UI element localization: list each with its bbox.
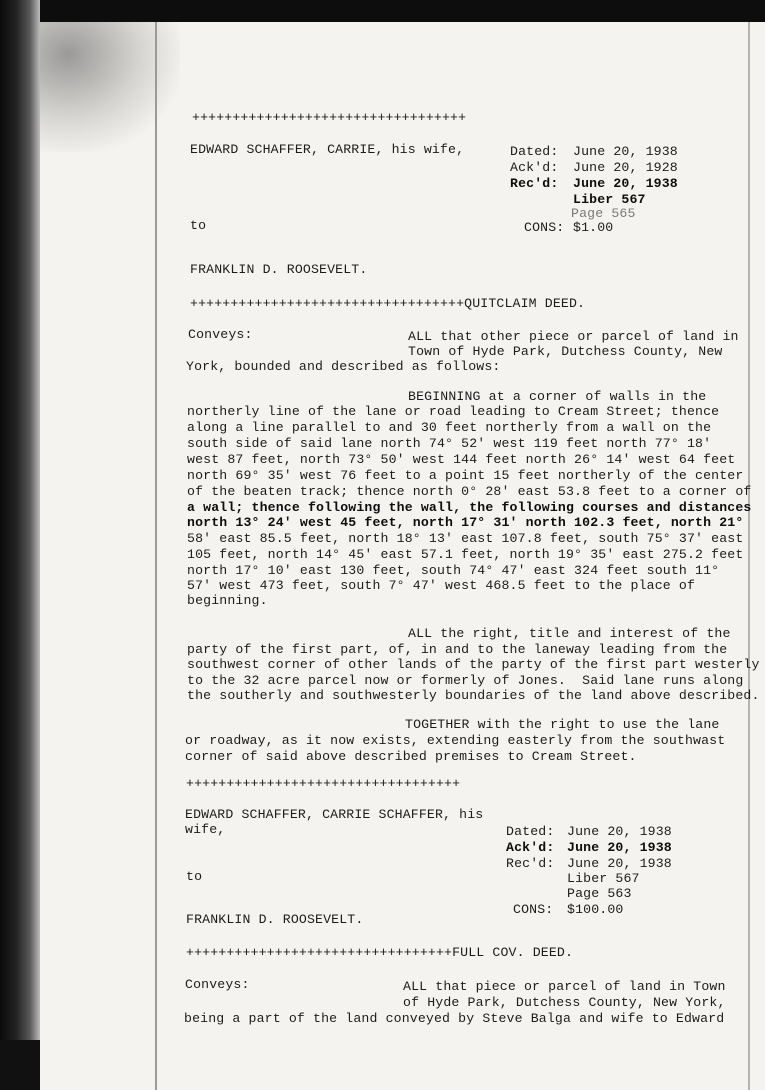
body-line: northerly line of the lane or road leading to Cream Street; thence: [187, 404, 720, 419]
body-line: Town of Hyde Park, Dutchess County, New: [408, 344, 723, 359]
body-line: ALL the right, title and interest of the: [408, 626, 731, 641]
scan-top-edge: [0, 0, 765, 22]
body-line: TOGETHER with the right to use the lane: [405, 717, 720, 732]
page-number: Page 563: [567, 886, 632, 901]
body-line: beginning.: [187, 593, 268, 608]
binding-mark: [0, 1040, 40, 1090]
page-number: Page 565: [571, 206, 636, 221]
body-line: of Hyde Park, Dutchess County, New York,: [403, 995, 726, 1010]
deed-title-line: +++++++++++++++++++++++++++++++++FULL COV. DEED.: [186, 945, 574, 960]
body-line: north 13° 24' west 45 feet, north 17° 31' north 102.3 feet, north 21°: [187, 515, 744, 530]
right-margin-rule: [748, 22, 750, 1090]
body-line: north 69° 35' west 76 feet to a point 15 feet northerly of the center: [187, 468, 744, 483]
dated-label: Dated:: [506, 824, 555, 839]
cons-value: $100.00: [567, 902, 624, 917]
grantor: EDWARD SCHAFFER, CARRIE SCHAFFER, his: [185, 807, 484, 822]
ackd-value: June 20, 1928: [573, 160, 678, 175]
ackd-value: June 20, 1938: [567, 840, 672, 855]
body-line: north 17° 10' east 130 feet, south 74° 47' east 324 feet south 11°: [187, 563, 720, 578]
recd-label: Rec'd:: [506, 856, 555, 871]
scan-left-edge: [0, 0, 40, 1090]
body-line: southwest corner of other lands of the party of the first part westerly: [187, 657, 760, 672]
ackd-label: Ack'd:: [506, 840, 555, 855]
separator-line: ++++++++++++++++++++++++++++++++++: [186, 776, 461, 791]
dated-value: June 20, 1938: [567, 824, 672, 839]
separator-line: ++++++++++++++++++++++++++++++++++: [192, 110, 467, 125]
grantor: EDWARD SCHAFFER, CARRIE, his wife,: [190, 142, 465, 157]
body-line: of the beaten track; thence north 0° 28' east 53.8 feet to a corner of: [187, 484, 752, 499]
grantee: FRANKLIN D. ROOSEVELT.: [190, 262, 368, 277]
body-line: York, bounded and described as follows:: [186, 359, 501, 374]
body-line: to the 32 acre parcel now or formerly of Jones. Said lane runs along: [187, 673, 744, 688]
body-line: 105 feet, north 14° 45' east 57.1 feet, north 19° 35' east 275.2 feet: [187, 547, 744, 562]
recd-label: Rec'd:: [510, 176, 559, 191]
conveys-label: Conveys:: [188, 327, 253, 342]
cons-label: CONS:: [524, 220, 565, 235]
body-line: west 87 feet, north 73° 50' west 144 feet north 26° 14' west 64 feet: [187, 452, 736, 467]
body-line: or roadway, as it now exists, extending easterly from the southwast: [185, 733, 726, 748]
body-line: party of the first part, of, in and to the laneway leading from the: [187, 642, 728, 657]
to-label: to: [186, 869, 203, 884]
grantor: wife,: [185, 822, 226, 837]
scan-smudge: [40, 22, 180, 152]
body-line: ALL that piece or parcel of land in Town: [403, 979, 726, 994]
body-line: a wall; thence following the wall, the following courses and distances: [187, 500, 752, 515]
ackd-label: Ack'd:: [510, 160, 559, 175]
body-line: south side of said lane north 74° 52' west 119 feet north 77° 18': [187, 436, 712, 451]
recd-value: June 20, 1938: [567, 856, 672, 871]
left-margin-rule: [155, 22, 157, 1090]
conveys-label: Conveys:: [185, 977, 250, 992]
body-line: along a line parallel to and 30 feet northerly from a wall on the: [187, 420, 712, 435]
grantee: FRANKLIN D. ROOSEVELT.: [186, 912, 364, 927]
liber-number: Liber 567: [567, 871, 640, 886]
dated-label: Dated:: [510, 144, 559, 159]
dated-value: June 20, 1938: [573, 144, 678, 159]
cons-value: $1.00: [573, 220, 614, 235]
body-line: being a part of the land conveyed by Steve Balga and wife to Edward: [184, 1011, 725, 1026]
body-line: the southerly and southwesterly boundaries of the land above described.: [187, 688, 760, 703]
body-line: 58' east 85.5 feet, north 18° 13' east 107.8 feet, south 75° 37' east: [187, 531, 744, 546]
to-label: to: [190, 218, 207, 233]
liber-number: Liber 567: [573, 192, 646, 207]
deed-title-line: ++++++++++++++++++++++++++++++++++QUITCLAIM DEED.: [190, 296, 586, 311]
body-line: 57' west 473 feet, south 7° 47' west 468.5 feet to the place of: [187, 578, 696, 593]
body-line: BEGINNING at a corner of walls in the: [408, 389, 707, 404]
cons-label: CONS:: [513, 902, 554, 917]
body-line: ALL that other piece or parcel of land in: [408, 329, 739, 344]
recd-value: June 20, 1938: [573, 176, 678, 191]
body-line: corner of said above described premises to Cream Street.: [185, 749, 637, 764]
